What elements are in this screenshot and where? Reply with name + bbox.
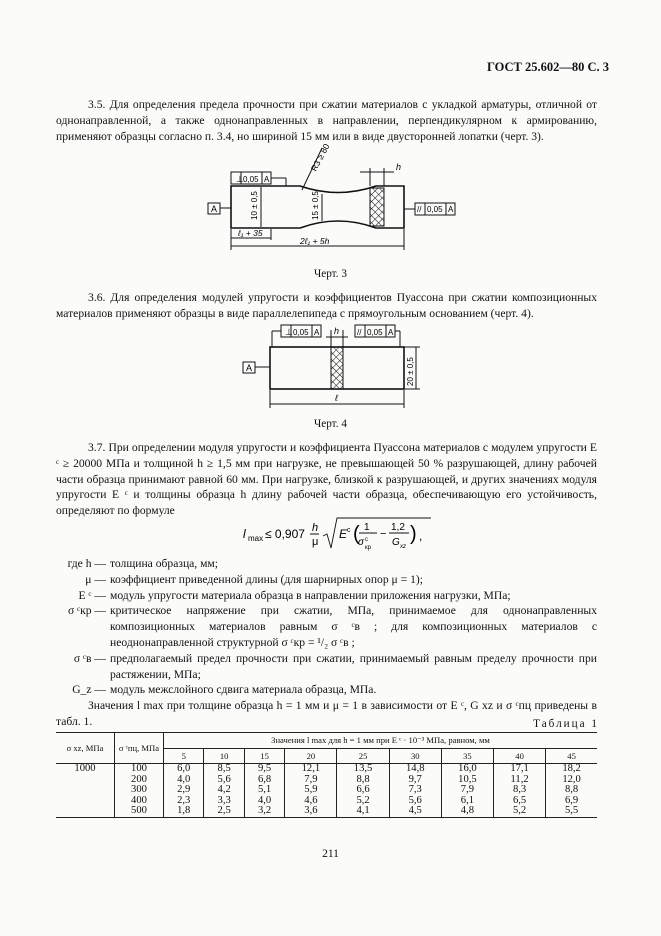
table-cell-value: 13,5 [337, 764, 389, 775]
table-header-values: Значения l max для h = 1 мм при E ᶜ · 10⁻³ МПа, равном, мм [164, 733, 598, 749]
svg-text:≤ 0,907: ≤ 0,907 [265, 527, 305, 541]
svg-text:l: l [243, 527, 246, 541]
definition-text: коэффициент приведенной длины (для шарнирных опор μ = 1); [110, 572, 423, 586]
fig4-dim-right: 20 ± 0,5 [406, 357, 415, 386]
table-cell-gxz: 1000 [74, 763, 96, 774]
table-cell-value: 6,0 [164, 764, 204, 775]
table-cell-value: 1,8 [164, 806, 204, 817]
table-cell-value: 4,8 [441, 806, 493, 817]
svg-text:,: , [419, 529, 423, 543]
figure-4 [0, 322, 661, 412]
table-cell-value: 6,6 [337, 785, 389, 796]
fig4-len: ℓ [335, 393, 338, 403]
fig3-caption: Черт. 3 [314, 268, 347, 280]
fig3-tol1-datum: A [264, 175, 270, 184]
section-3-6: 3.6. Для определения модулей упругости и коэффициентов Пуассона при сжатии композиционных материалов применяют образцы в виде параллелепипеда с прямоугольным основанием (черт. 4). [56, 291, 597, 320]
table-col-header: 40 [494, 749, 546, 764]
definitions-list [56, 556, 597, 730]
table-cell-value: 4,0 [164, 775, 204, 786]
table-col-header: 30 [389, 749, 441, 764]
svg-text:): ) [410, 523, 417, 545]
table-cell-value: 12,1 [285, 764, 337, 775]
document-header: ГОСТ 25.602—80 С. 3 [486, 60, 609, 74]
table-col-header: 25 [337, 749, 389, 764]
table-cell-value: 8,5 [204, 764, 244, 775]
table-cell-gxz [56, 796, 115, 807]
definition-symbol: G_z — [72, 683, 106, 697]
table-cell-value: 9,5 [244, 764, 284, 775]
table-row [56, 764, 597, 775]
fig4-caption: Черт. 4 [314, 418, 347, 430]
table-cell-value: 5,9 [285, 785, 337, 796]
table-cell-value: 17,1 [494, 764, 546, 775]
table-cell-value: 4,6 [285, 796, 337, 807]
table-cell-value: 18,2 [546, 764, 597, 775]
table-cell-gxz [56, 806, 115, 817]
fig3-h: h [396, 162, 402, 172]
table-col-header: 5 [164, 749, 204, 764]
svg-text:c: c [347, 527, 351, 534]
table-cell-value: 5,1 [244, 785, 284, 796]
svg-text:1,2: 1,2 [391, 522, 405, 533]
table-cell-value: 7,9 [285, 775, 337, 786]
fig4-h: h [334, 326, 340, 336]
svg-text://: // [357, 328, 362, 337]
table-cell-value: 5,6 [389, 796, 441, 807]
svg-text:h: h [312, 522, 319, 534]
definition-symbol: E ᶜ — [78, 588, 106, 602]
definition-item [56, 682, 597, 698]
table-cell-sigma: 100 [115, 764, 164, 775]
svg-text:xz: xz [400, 544, 406, 550]
table-header-sigma: σ ᶜпц, МПа [115, 733, 164, 764]
definition-symbol: σ ᶜкр — [67, 604, 106, 618]
table-cell-value: 4,2 [204, 785, 244, 796]
table-cell-value: 4,1 [337, 806, 389, 817]
figure-3 [0, 138, 661, 263]
definition-item [56, 572, 597, 588]
svg-text:A: A [448, 205, 454, 214]
table-cell-sigma: 300 [115, 785, 164, 796]
table-col-header: 20 [285, 749, 337, 764]
formula-lmax [243, 514, 433, 554]
definition-symbol: где h — [67, 557, 106, 570]
svg-text:⊥: ⊥ [285, 327, 293, 337]
table-cell-value: 11,2 [494, 775, 546, 786]
fig3-dim-left: 10 ± 0,5 [250, 191, 259, 220]
table-col-header: 10 [204, 749, 244, 764]
table-cell-value: 2,3 [164, 796, 204, 807]
table-cell-value: 6,5 [494, 796, 546, 807]
definition-item [56, 556, 597, 572]
table-cell-value: 9,7 [389, 775, 441, 786]
table-cell-value: 4,0 [244, 796, 284, 807]
table-cell-value: 10,5 [441, 775, 493, 786]
definition-text: модуль межслойного сдвига материала образца, МПа. [110, 683, 377, 697]
fig3-radius: R3 ≥ 80 [308, 141, 332, 173]
table-cell-value: 7,3 [389, 785, 441, 796]
table-cell-value: 8,3 [494, 785, 546, 796]
table-cell-value: 8,8 [546, 785, 597, 796]
table-cell-sigma: 500 [115, 806, 164, 817]
fig3-perpendicularity-frame [231, 172, 286, 186]
table-title: Таблица 1 [533, 718, 599, 730]
svg-text:E: E [339, 527, 348, 541]
table-cell-value: 3,6 [285, 806, 337, 817]
fig4-tol1: 0,05 [293, 328, 309, 337]
values-note: Значения l max при толщине образца h = 1 мм и μ = 1 в зависимости от E ᶜ, G xz и σ ᶜпц приведены в табл. 1. [56, 699, 597, 728]
table-cell-sigma: 400 [115, 796, 164, 807]
fig4-tol2: 0,05 [367, 328, 383, 337]
definition-text: модуль упругости материала образца в направлении приложения нагрузки, МПа; [110, 588, 511, 602]
svg-text:max: max [248, 534, 264, 543]
table-cell-sigma: 200 [115, 775, 164, 786]
table-cell-value: 6,1 [441, 796, 493, 807]
table-cell-value: 5,6 [204, 775, 244, 786]
table-cell-value: 16,0 [441, 764, 493, 775]
fig3-tol2: 0,05 [427, 205, 443, 214]
table-cell-value: 5,5 [546, 806, 597, 817]
table-cell-value: 2,5 [204, 806, 244, 817]
svg-text:(: ( [353, 523, 360, 545]
fig4-tol1-datum: A [314, 328, 320, 337]
definition-text: толщина образца, мм; [110, 557, 218, 570]
svg-text:c: c [365, 537, 368, 543]
table-cell-value: 6,8 [244, 775, 284, 786]
fig3-datum: A [211, 204, 218, 214]
page-number: 211 [322, 848, 339, 860]
svg-text:кр: кр [365, 545, 371, 551]
table-cell-value: 6,9 [546, 796, 597, 807]
fig3-len2: 2ℓ₁ + 5h [300, 236, 330, 246]
definition-symbol: σ ᶜв — [73, 651, 106, 665]
section-3-5: 3.5. Для определения предела прочности при сжатии материалов с укладкой арматуры, отличной от однонаправленной, а также однонаправленных в направлении, перпендикулярном к армированию, применяют образцы согласно п. 3.4, но шириной 15 мм или в виде двусторонней лопатки (черт. 3). [56, 98, 597, 143]
table-cell-value: 3,3 [204, 796, 244, 807]
table-cell-value: 8,8 [337, 775, 389, 786]
svg-text:A: A [388, 328, 394, 337]
table-cell-value: 7,9 [441, 785, 493, 796]
fig3-dim-mid: 15 ± 0,5 [311, 191, 320, 220]
table-row [56, 806, 597, 817]
table-cell-gxz [56, 785, 115, 796]
table-cell-value: 12,0 [546, 775, 597, 786]
table-cell-gxz [56, 775, 115, 786]
definition-text: критическое напряжение при сжатии, МПа, принимаемое для однонаправленных композиционных материалов равным σ ᶜв ; для композиционных материалов с неоднонаправленной структурной σ ᶜкр = ¹/₂ σ ᶜв ; [110, 604, 597, 649]
fig3-len1: ℓ₁ + 35 [238, 228, 263, 238]
svg-text:μ: μ [312, 536, 319, 548]
svg-text:G: G [392, 537, 400, 548]
svg-text:σ: σ [358, 537, 365, 548]
table-row [56, 785, 597, 796]
svg-text://: // [417, 205, 422, 214]
fig3-tol1: 0,05 [243, 175, 259, 184]
svg-text:−: − [380, 528, 387, 540]
fig4-datum: A [246, 363, 253, 373]
section-3-7: 3.7. При определении модуля упругости и коэффициента Пуассона материалов с модулем упругости E ᶜ ≥ 20000 МПа и толщиной h ≥ 1,5 мм при нагрузке, не превышающей 50 % разрушающей, длину рабочей части образца принимают равной 60 мм. При нагрузке, близкой к разрушающей, и других значениях модуля упругости E ᶜ и толщины образца h длину рабочей части образца, обеспечивающую его устойчивость, определяют по формуле [56, 441, 597, 518]
definition-symbol: μ — [85, 572, 106, 586]
table-col-header: 15 [244, 749, 284, 764]
definition-item [56, 588, 597, 604]
table-cell-value: 5,2 [337, 796, 389, 807]
table-cell-value: 4,5 [389, 806, 441, 817]
table-cell-value: 2,9 [164, 785, 204, 796]
table-cell-value: 5,2 [494, 806, 546, 817]
table-cell-value: 3,2 [244, 806, 284, 817]
svg-text:⊥: ⊥ [236, 174, 244, 184]
table-col-header: 45 [546, 749, 597, 764]
table-col-header: 35 [441, 749, 493, 764]
table-header-gxz: σ xz, МПа [56, 733, 115, 764]
definition-item [56, 651, 597, 683]
table-1 [56, 732, 597, 818]
svg-text:1: 1 [364, 522, 370, 533]
definition-item [56, 603, 597, 650]
table-cell-value: 14,8 [389, 764, 441, 775]
definition-text: предполагаемый предел прочности при сжатии, принимаемый равным пределу прочности при растяжении, МПа; [110, 651, 597, 681]
